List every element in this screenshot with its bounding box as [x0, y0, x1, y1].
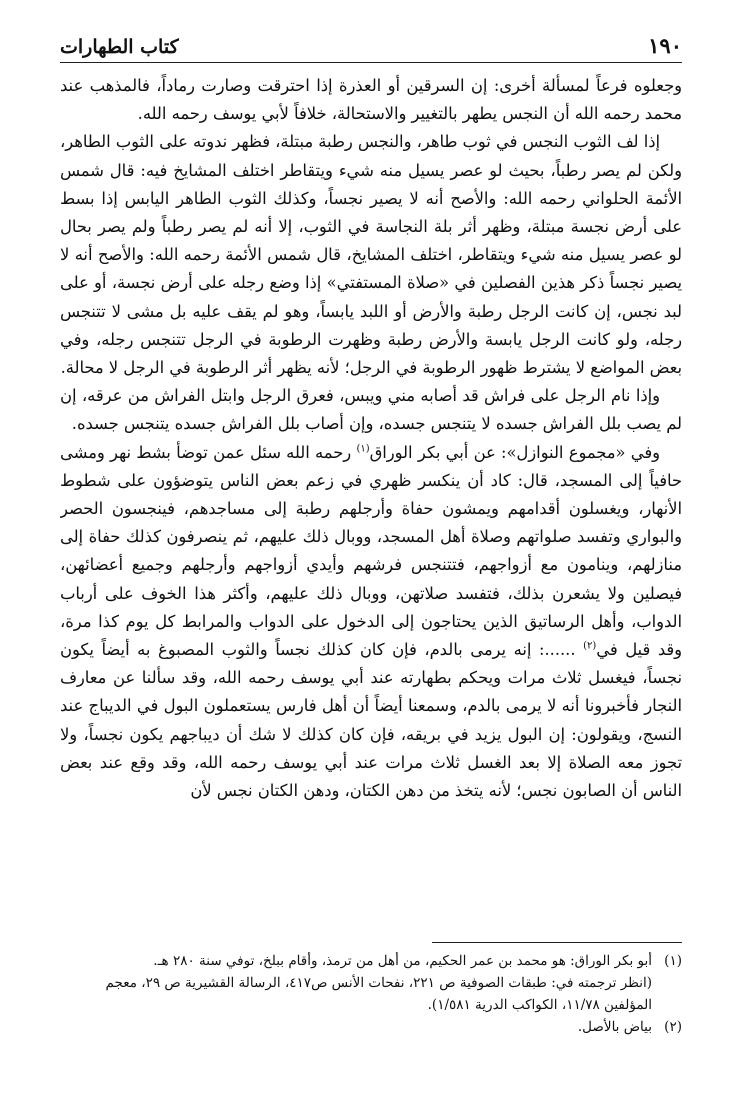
paragraph-4-part-2: رحمه الله سئل عمن توضأ بشط نهر ومشى حافياً إلى المسجد، قال: كاد أن ينكسر ظهري في زعم بعض الناس يتوضؤون على شطوط الأنهار، ويغسلون أقدامهم ويمشون حفاة وأرجلهم رطبة إلى مساجدهم، فينجسون الحصر والبواري وتفسد صلواتهم وصلاة أهل المسجد، ووبال ذلك عليهم، ثم ينصرفون كذلك حفاة إلى منازلهم، وينامون مع أزواجهم، فتتنجس فرشهم وأيدي أزواجهم وأرجلهم وجميع أعضائهن، فيصلين ولا يشعرن بذلك، فتفسد صلاتهن، ووبال ذلك عليهم، وأكثر هذا الخوف على أرباب الدواب، وأهل الرساتيق الذين يحتاجون إلى الدخول على الدواب والمرابط كل يوم كذا مرة، وقد قيل في — [60, 442, 682, 660]
paragraph-1: وجعلوه فرعاً لمسألة أخرى: إن السرقين أو العذرة إذا احترقت وصارت رماداً، فالمذهب عند محمد رحمه الله أن النجس يطهر بالتغيير والاستحالة، خلافاً لأبي يوسف رحمه الله. — [60, 76, 682, 124]
page-header — [60, 30, 682, 63]
paragraph-3: وإذا نام الرجل على فراش قد أصابه مني ويبس، فعرق الرجل وابتل الفراش من عرقه، إن لم يصب بلل الفراش جسده لا يتنجس جسده، وإن أصاب بلل الفراش جسده يتنجس جسده. — [60, 386, 682, 434]
page-number: ١٩٠ — [648, 33, 682, 58]
footnote-2-number: (٢) — [664, 1019, 682, 1035]
footnote-1 — [60, 950, 682, 972]
paragraph-4-part-1: وفي «مجموع النوازل»: عن أبي بكر الوراق — [369, 442, 661, 462]
footnote-2 — [60, 1016, 682, 1038]
main-text — [60, 72, 682, 932]
footnote-1-continuation: (انظر ترجمته في: طبقات الصوفية ص ٢٢١، نفحات الأنس ص٤١٧، الرسالة القشيرية ص ٢٩، معجم المؤلفين ١١/٧٨، الكواكب الدرية ١/٥٨١). — [105, 975, 652, 1013]
paragraph-4 — [60, 439, 682, 806]
book-title: كتاب الطهارات — [60, 36, 179, 58]
paragraph-2: إذا لف الثوب النجس في ثوب طاهر، والنجس رطبة مبتلة، فظهر ندوته على الثوب الطاهر، ولكن لم يصر رطباً، بحيث لو عصر يسيل منه شيء ويتقاطر اختلف المشايخ فيه: قال شمس الأئمة الحلواني رحمه الله: والأصح أنه لا يصير نجساً، وكذلك الثوب الطاهر اليابس إذا بسط على أرض نجسة مبتلة، وظهر أثر بلة النجاسة في الثوب، إلا أنه لم يصر رطباً ولم يصر بحال لو عصر يسيل منه شيء ويتقاطر، اختلف المشايخ، قال شمس الأئمة رحمه الله: والأصح أنه لا يصير نجساً ذكر هذين الفصلين في «صلاة المستفتي» إذا وضع رجله على أرض نجسة، أو على لبد نجس، إن كانت الرجل رطبة والأرض أو اللبد يابساً، وهو لم يقف عليه بل مشى لا تتنجس رجله، ولو كانت الرجل يابسة والأرض رطبة وظهرت الرطوبة في الرجل تتنجس رجله، وفي بعض المواضع لا يشترط ظهور الرطوبة في الرجل؛ لأنه يظهر أثر الرطوبة في الرجل لا محالة. — [60, 132, 682, 378]
footnote-2-text: بياض بالأصل. — [577, 1019, 652, 1035]
footnote-ref-2[interactable]: (٢) — [583, 640, 597, 652]
footnote-ref-1[interactable]: (١) — [356, 443, 370, 455]
footnote-1-text: أبو بكر الوراق: هو محمد بن عمر الحكيم، من أهل من ترمذ، وأقام ببلخ، توفي سنة ٢٨٠ هـ. — [153, 953, 652, 969]
footnotes — [60, 950, 682, 1080]
paragraph-4-part-3: ......: إنه يرمى بالدم، فإن كان كذلك نجساً والثوب المصبوغ به أيضاً يكون نجساً، فيغسل ثلاث مرات ويحكم بطهارته عند أبي يوسف رحمه الله، وقد سألنا عن معارف النجار فأخبرونا أنه لا يرمى بالدم، وسمعنا أيضاً أن أهل فارس يستعملون البول في الديباج عند النسج، ويقولون: إن البول يزيد في بريقه، فإن كان كذلك لا شك أن ديباجهم يكون نجساً، ولا تجوز معه الصلاة إلا بعد الغسل ثلاث مرات عند أبي يوسف رحمه الله، وقد وقع عند بعض الناس أن الصابون نجس؛ لأنه يتخذ من دهن الكتان، ودهن الكتان نجس لأن — [60, 640, 682, 801]
footnote-separator — [432, 942, 682, 943]
footnote-1-number: (١) — [664, 953, 682, 969]
